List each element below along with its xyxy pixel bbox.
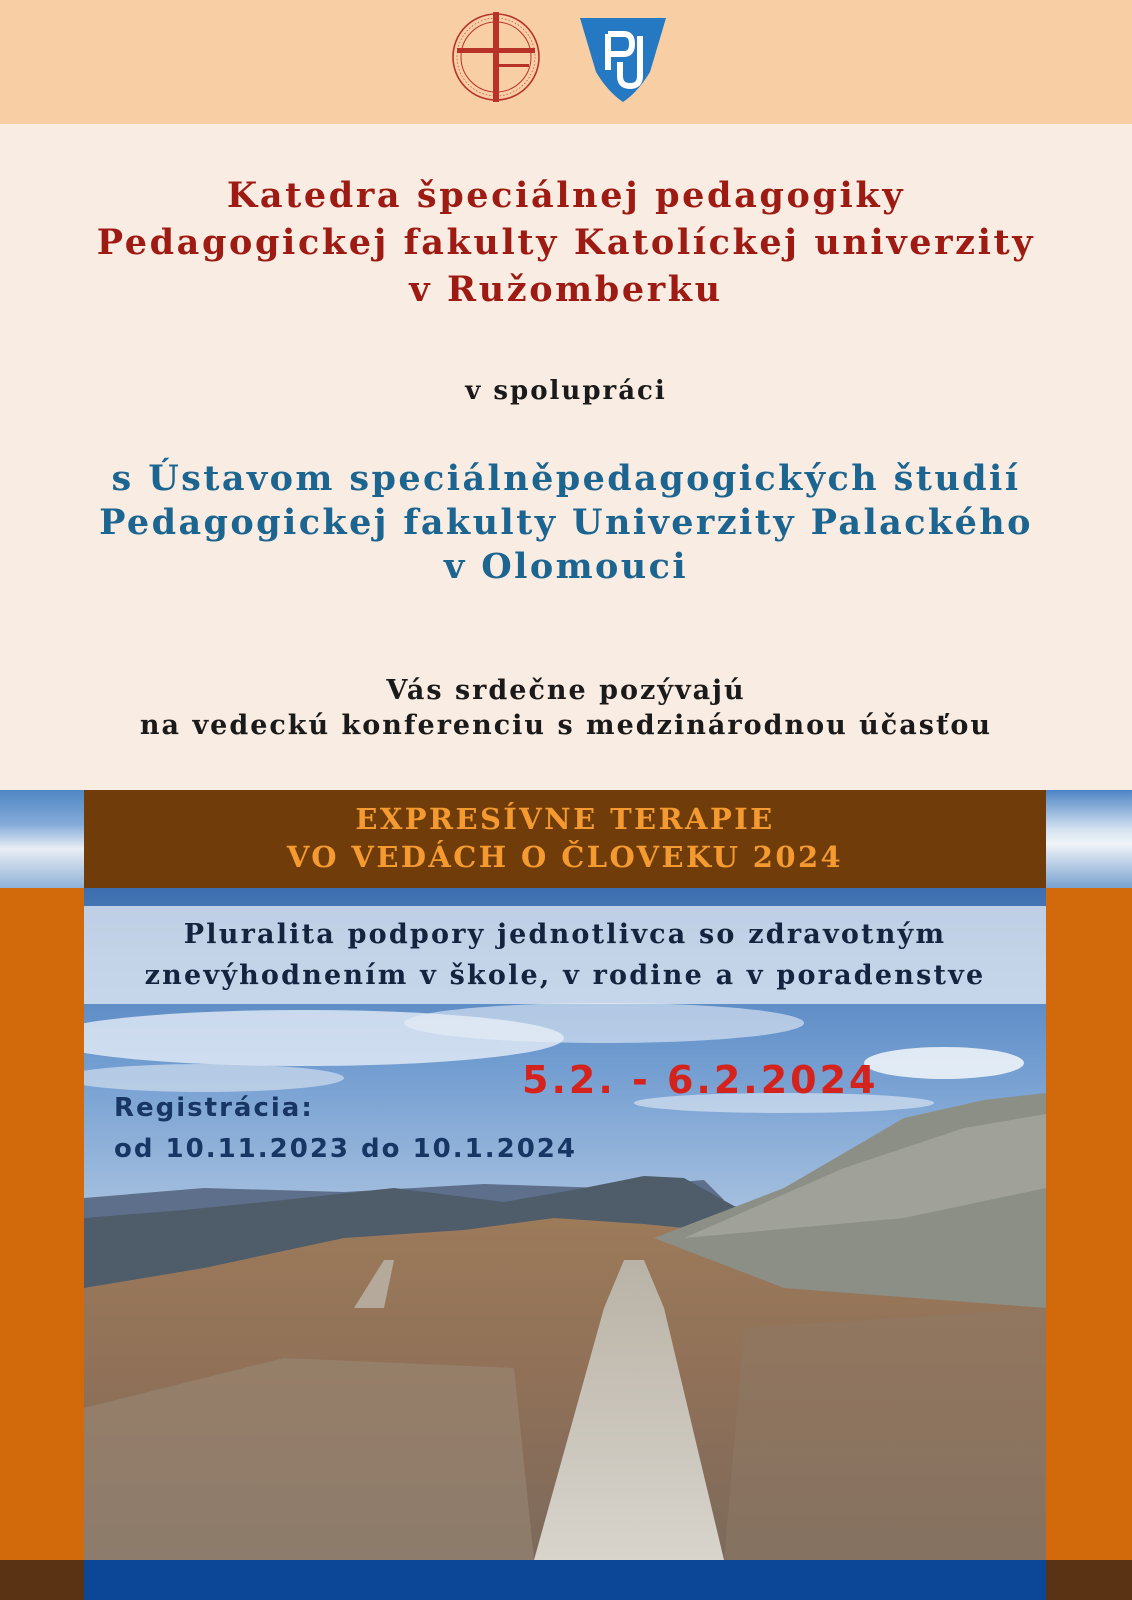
registration-dates: od 10.11.2023 do 10.1.2024 [114,1134,577,1164]
bottom-corner-right [1046,1560,1132,1600]
sky-strip-left [0,790,84,888]
bottom-blue-bar [84,1560,1046,1600]
partner-line: Pedagogickej fakulty Univerzity Palackého [99,502,1033,543]
conference-subtitle [84,914,1046,996]
conference-date: 5.2. - 6.2.2024 [522,1058,879,1102]
organizer-line: Katedra špeciálnej pedagogiky [226,175,906,216]
mountain-path-photo [84,888,1046,1560]
invitation-line: Vás srdečne pozývajú [386,675,746,706]
partner-name [0,457,1132,589]
shield-logo-icon [578,14,668,104]
partner-line: v Olomouci [443,546,689,587]
conference-section [0,790,1132,1600]
subtitle-line: Pluralita podpory jednotlivca so zdravotným [183,919,947,950]
conference-title-line: VO VEDÁCH O ČLOVEKU 2024 [286,840,844,874]
invitation-text [0,673,1132,743]
registration-info [114,1088,577,1170]
invitation-line: na vedeckú konferenciu s medzinárodnou účasťou [139,710,993,741]
subtitle-line: znevýhodnením v škole, v rodine a v poradenstve [144,960,986,991]
invitation-header [0,124,1132,790]
bottom-corner-left [0,1560,84,1600]
cooperation-text: v spolupráci [465,376,667,406]
conference-title-line: EXPRESÍVNE TERAPIE [355,802,775,836]
organizer-line: v Ružomberku [409,269,723,310]
organizer-name [0,172,1132,313]
top-logo-band [0,0,1132,124]
partner-line: s Ústavom speciálněpedagogických študií [111,458,1021,499]
sky-strip-right [1046,790,1132,888]
organizer-line: Pedagogickej fakulty Katolíckej univerzity [96,222,1036,263]
registration-label: Registrácia: [114,1093,314,1123]
cross-seal-logo-icon [449,10,543,104]
conference-title-box [84,790,1046,888]
conference-title [84,800,1046,876]
